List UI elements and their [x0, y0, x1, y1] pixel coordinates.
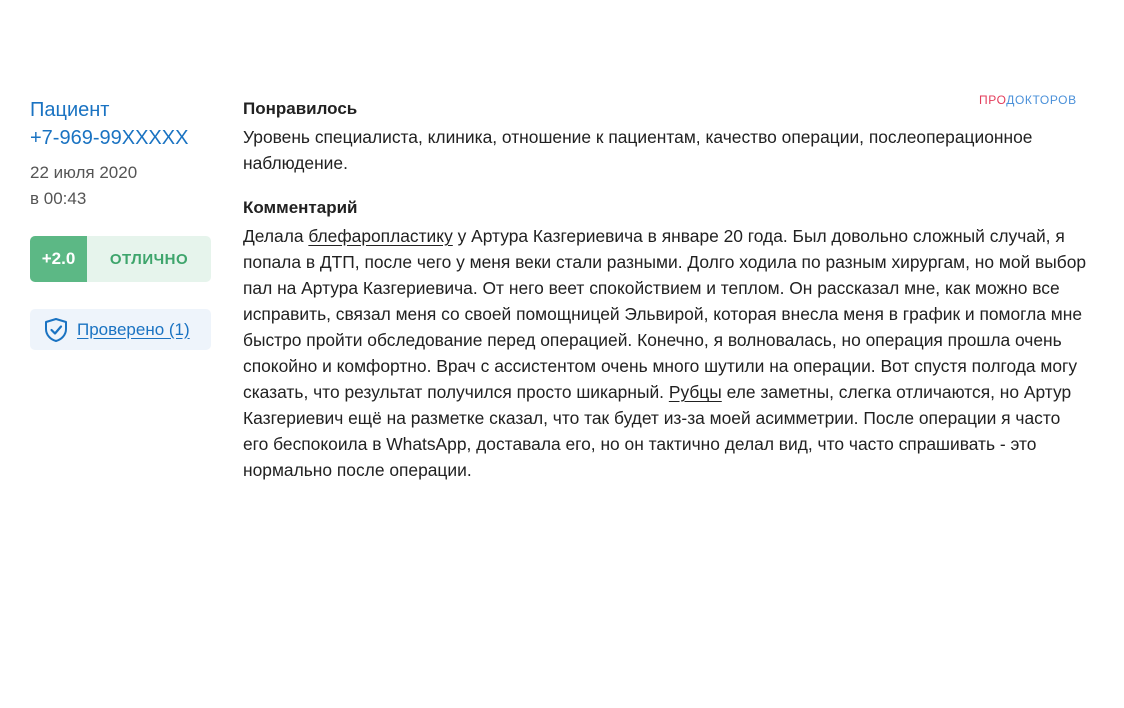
author-phone[interactable]: +7-969-99XXXXX: [30, 127, 189, 149]
review-date-day: 22 июля 2020: [30, 163, 138, 182]
rating-badge: [30, 236, 211, 282]
liked-title: Понравилось: [243, 99, 358, 118]
blepharoplasty-link[interactable]: блефаропластику: [308, 226, 453, 246]
verified-label[interactable]: Проверено (1): [77, 319, 190, 339]
scars-link[interactable]: Рубцы: [668, 382, 722, 402]
liked-section: [243, 96, 1088, 176]
comment-section: [243, 195, 1088, 483]
comment-text-part1: Делала: [243, 226, 309, 246]
review-content: [243, 96, 1088, 483]
shield-check-icon: [43, 317, 69, 343]
liked-text: Уровень специалиста, клиника, отношение к пациентам, качество операции, послеоперационное наблюдение.: [243, 127, 1033, 173]
logo-part-doktorov: ДОКТОРОВ: [1006, 93, 1077, 107]
rating-score: +2.0: [30, 236, 87, 282]
review-date: [30, 160, 220, 212]
verified-button[interactable]: [30, 309, 211, 350]
comment-text-part3: еле заметны, слегка отличаются, но Артур Казгериевич ещё на разметке сказал, что так будет из-за моей асимметрии. После операции я часто его беспокоила в WhatsApp, доставала его, но он тактично делал вид, что часто спрашивать - это нормально после операции.: [243, 382, 1072, 480]
comment-title: Комментарий: [243, 198, 358, 217]
review-author: [30, 96, 220, 212]
logo-part-pro: ПРО: [979, 93, 1007, 107]
comment-text-part2: у Артура Казгериевича в январе 20 года. Был довольно сложный случай, я попала в ДТП, после чего у меня веки стали разными. Долго ходила по разным хирургам, но мой выбор пал на Артура Казгериевича. От него веет спокойствием и теплом. Он рассказал мне, как можно все исправить, связал меня со своей помощницей Эльвирой, которая внесла меня в график и помогла мне быстро пройти обследование перед операцией. Конечно, я волновалась, но операция прошла очень спокойно и комфортно. Врач с ассистентом очень много шутили на операции. Вот спустя полгода могу сказать, что результат получился просто шикарный.: [243, 226, 1087, 402]
comment-text: [243, 223, 1088, 483]
review-date-time: в 00:43: [30, 189, 87, 208]
rating-label: ОТЛИЧНО: [109, 250, 189, 268]
author-name[interactable]: Пациент: [30, 99, 110, 121]
